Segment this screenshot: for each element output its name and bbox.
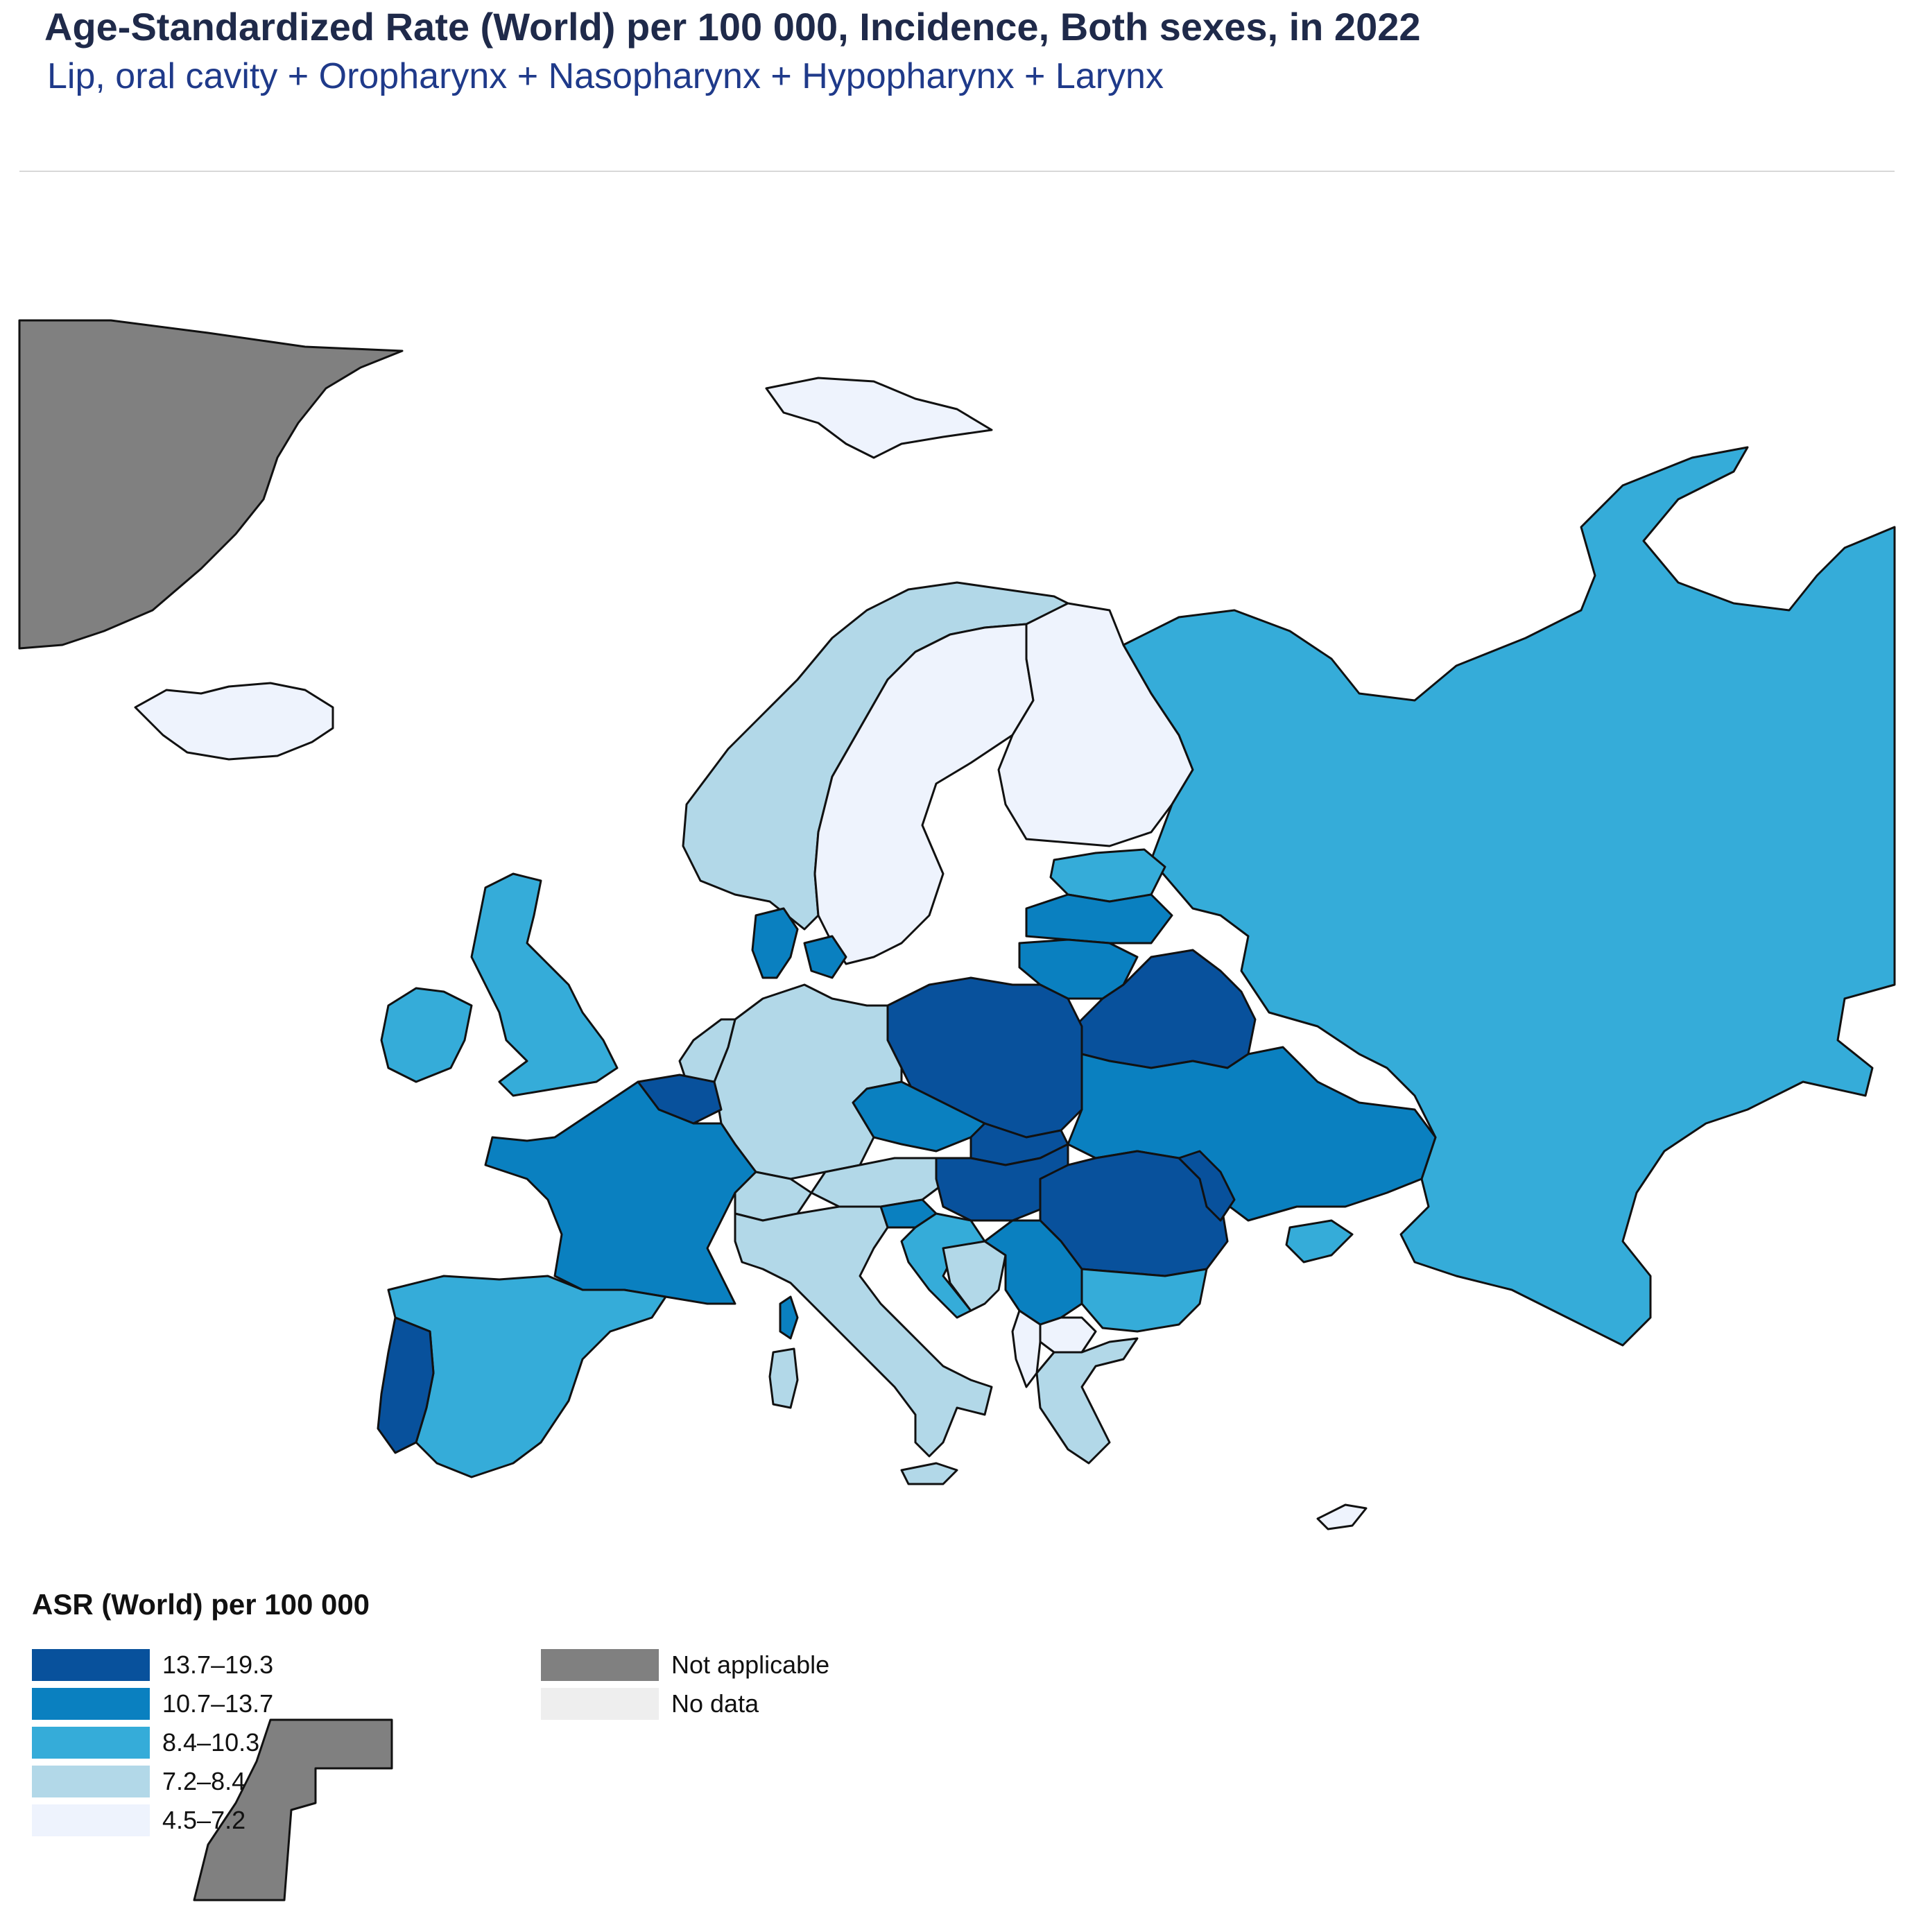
legend-title: ASR (World) per 100 000: [32, 1588, 370, 1621]
legend-item: [32, 1766, 245, 1797]
region-sardinia[interactable]: [770, 1349, 798, 1408]
legend-item: [32, 1649, 273, 1681]
legend-label: 10.7–13.7: [162, 1689, 274, 1718]
region-greece[interactable]: [1037, 1338, 1137, 1463]
legend-swatch: [541, 1688, 659, 1720]
legend-label: 13.7–19.3: [162, 1650, 274, 1679]
legend-swatch: [32, 1688, 150, 1720]
region-corsica[interactable]: [780, 1297, 798, 1338]
legend-label: 7.2–8.4: [162, 1767, 246, 1795]
region-svalbard[interactable]: [766, 378, 992, 458]
map-title: Age-Standardized Rate (World) per 100 000, Incidence, Both sexes, in 2022: [44, 5, 1421, 49]
legend-item: [541, 1649, 829, 1681]
legend-swatch: [32, 1727, 150, 1759]
region-cyprus[interactable]: [1318, 1505, 1366, 1529]
region-greenland[interactable]: [19, 320, 402, 648]
legend-swatch: [541, 1649, 659, 1681]
region-ireland[interactable]: [381, 988, 472, 1082]
region-crimea[interactable]: [1286, 1221, 1352, 1262]
region-iceland[interactable]: [135, 683, 333, 759]
region-bulgaria[interactable]: [1082, 1269, 1207, 1331]
legend-label: Not applicable: [671, 1650, 830, 1679]
region-france[interactable]: [485, 1082, 756, 1304]
legend-label: 8.4–10.3: [162, 1728, 260, 1757]
legend-label: 4.5–7.2: [162, 1806, 246, 1834]
legend-item: [32, 1688, 273, 1720]
legend-swatch: [32, 1649, 150, 1681]
legend-swatch: [32, 1766, 150, 1797]
legend-item: [32, 1804, 245, 1836]
region-united-kingdom[interactable]: [472, 874, 617, 1096]
region-germany[interactable]: [714, 985, 902, 1179]
legend-swatch: [32, 1804, 150, 1836]
region-latvia[interactable]: [1026, 895, 1172, 943]
legend-label: No data: [671, 1689, 759, 1718]
map-subtitle: Lip, oral cavity + Oropharynx + Nasopharynx + Hypopharynx + Larynx: [47, 56, 1164, 96]
legend-item: [541, 1688, 759, 1720]
legend-item: [32, 1727, 259, 1759]
region-north-macedonia[interactable]: [1040, 1318, 1096, 1352]
